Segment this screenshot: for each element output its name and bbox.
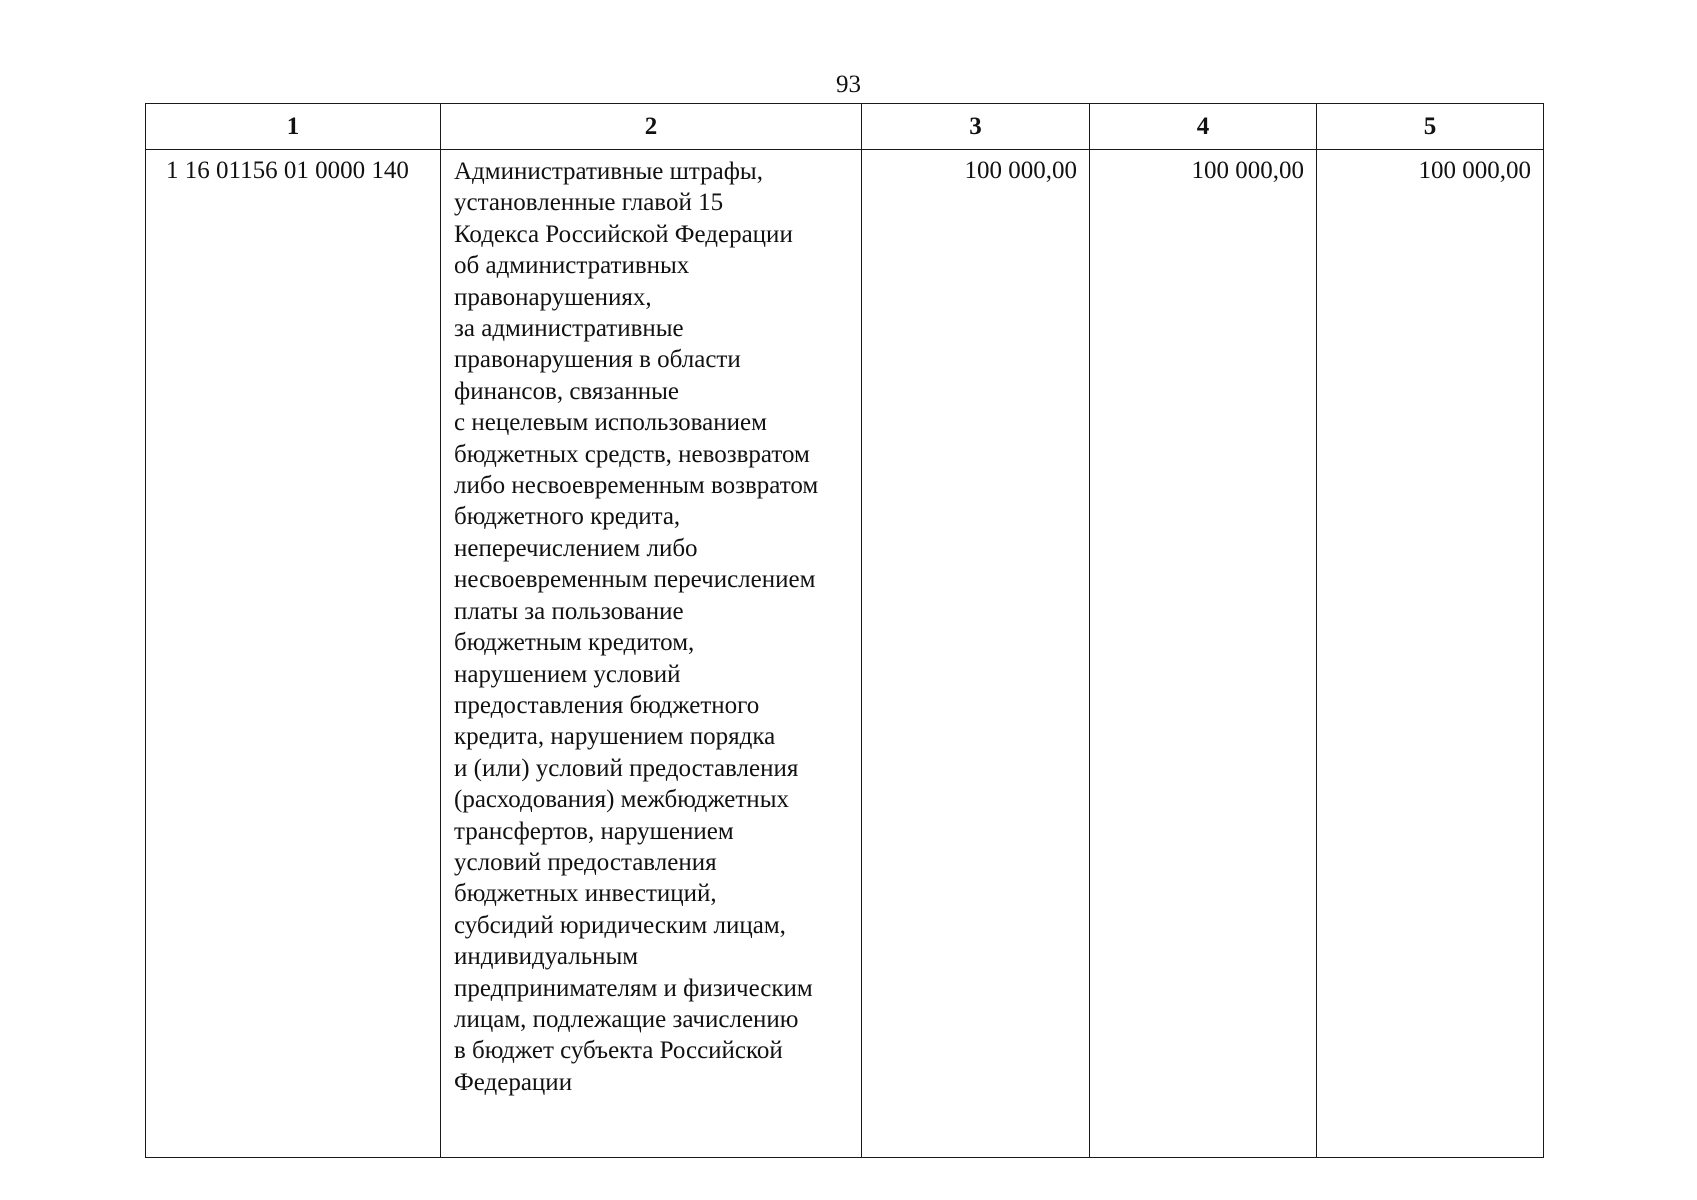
description-line: бюджетных инвестиций,	[454, 880, 717, 908]
table-row	[146, 150, 1544, 1158]
description-line: и (или) условий предоставления	[454, 754, 799, 782]
description-line: за административные	[454, 315, 684, 343]
description-line: Кодекса Российской Федерации	[454, 220, 793, 248]
description-line: условий предоставления	[454, 848, 717, 876]
description-line: правонарушениях,	[454, 283, 652, 311]
description-line: об административных	[454, 252, 690, 280]
amount-cell-col4: 100 000,00	[1090, 150, 1317, 1158]
column-header-1: 1	[146, 104, 441, 150]
description-line: нарушением условий	[454, 660, 681, 688]
description-line: трансфертов, нарушением	[454, 817, 734, 845]
amount-cell-col3: 100 000,00	[862, 150, 1090, 1158]
table-header-row	[146, 104, 1544, 150]
description-line: установленные главой 15	[454, 189, 724, 217]
description-line: бюджетным кредитом,	[454, 629, 695, 657]
description-line: правонарушения в области	[454, 346, 741, 374]
description-line: неперечислением либо	[454, 534, 698, 562]
description-line: либо несвоевременным возвратом	[454, 472, 819, 500]
description-line: предоставления бюджетного	[454, 691, 760, 719]
description-line: лицам, подлежащие зачислению	[454, 1005, 799, 1033]
budget-table	[145, 103, 1544, 1158]
description-line: несвоевременным перечислением	[454, 566, 816, 594]
budget-code-cell: 1 16 01156 01 0000 140	[146, 150, 441, 1158]
description-line: Федерации	[454, 1068, 573, 1096]
page-number: 93	[836, 71, 861, 98]
description-line: финансов, связанные	[454, 377, 680, 405]
description-line: кредита, нарушением порядка	[454, 723, 776, 751]
description-line: в бюджет субъекта Российской	[454, 1037, 783, 1065]
description-line: индивидуальным	[454, 943, 639, 971]
column-header-4: 4	[1090, 104, 1317, 150]
description-line: Административные штрафы,	[454, 158, 763, 185]
description-line: бюджетного кредита,	[454, 503, 681, 531]
description-line: субсидий юридическим лицам,	[454, 911, 786, 939]
description-line: платы за пользование	[454, 597, 684, 625]
description-line: с нецелевым использованием	[454, 409, 767, 437]
column-header-5: 5	[1317, 104, 1544, 150]
column-header-3: 3	[862, 104, 1090, 150]
description-cell	[441, 150, 862, 1158]
column-header-2: 2	[441, 104, 862, 150]
amount-cell-col5: 100 000,00	[1317, 150, 1544, 1158]
description-line: бюджетных средств, невозвратом	[454, 440, 810, 468]
description-line: (расходования) межбюджетных	[454, 786, 789, 814]
description-line: предпринимателям и физическим	[454, 974, 813, 1002]
